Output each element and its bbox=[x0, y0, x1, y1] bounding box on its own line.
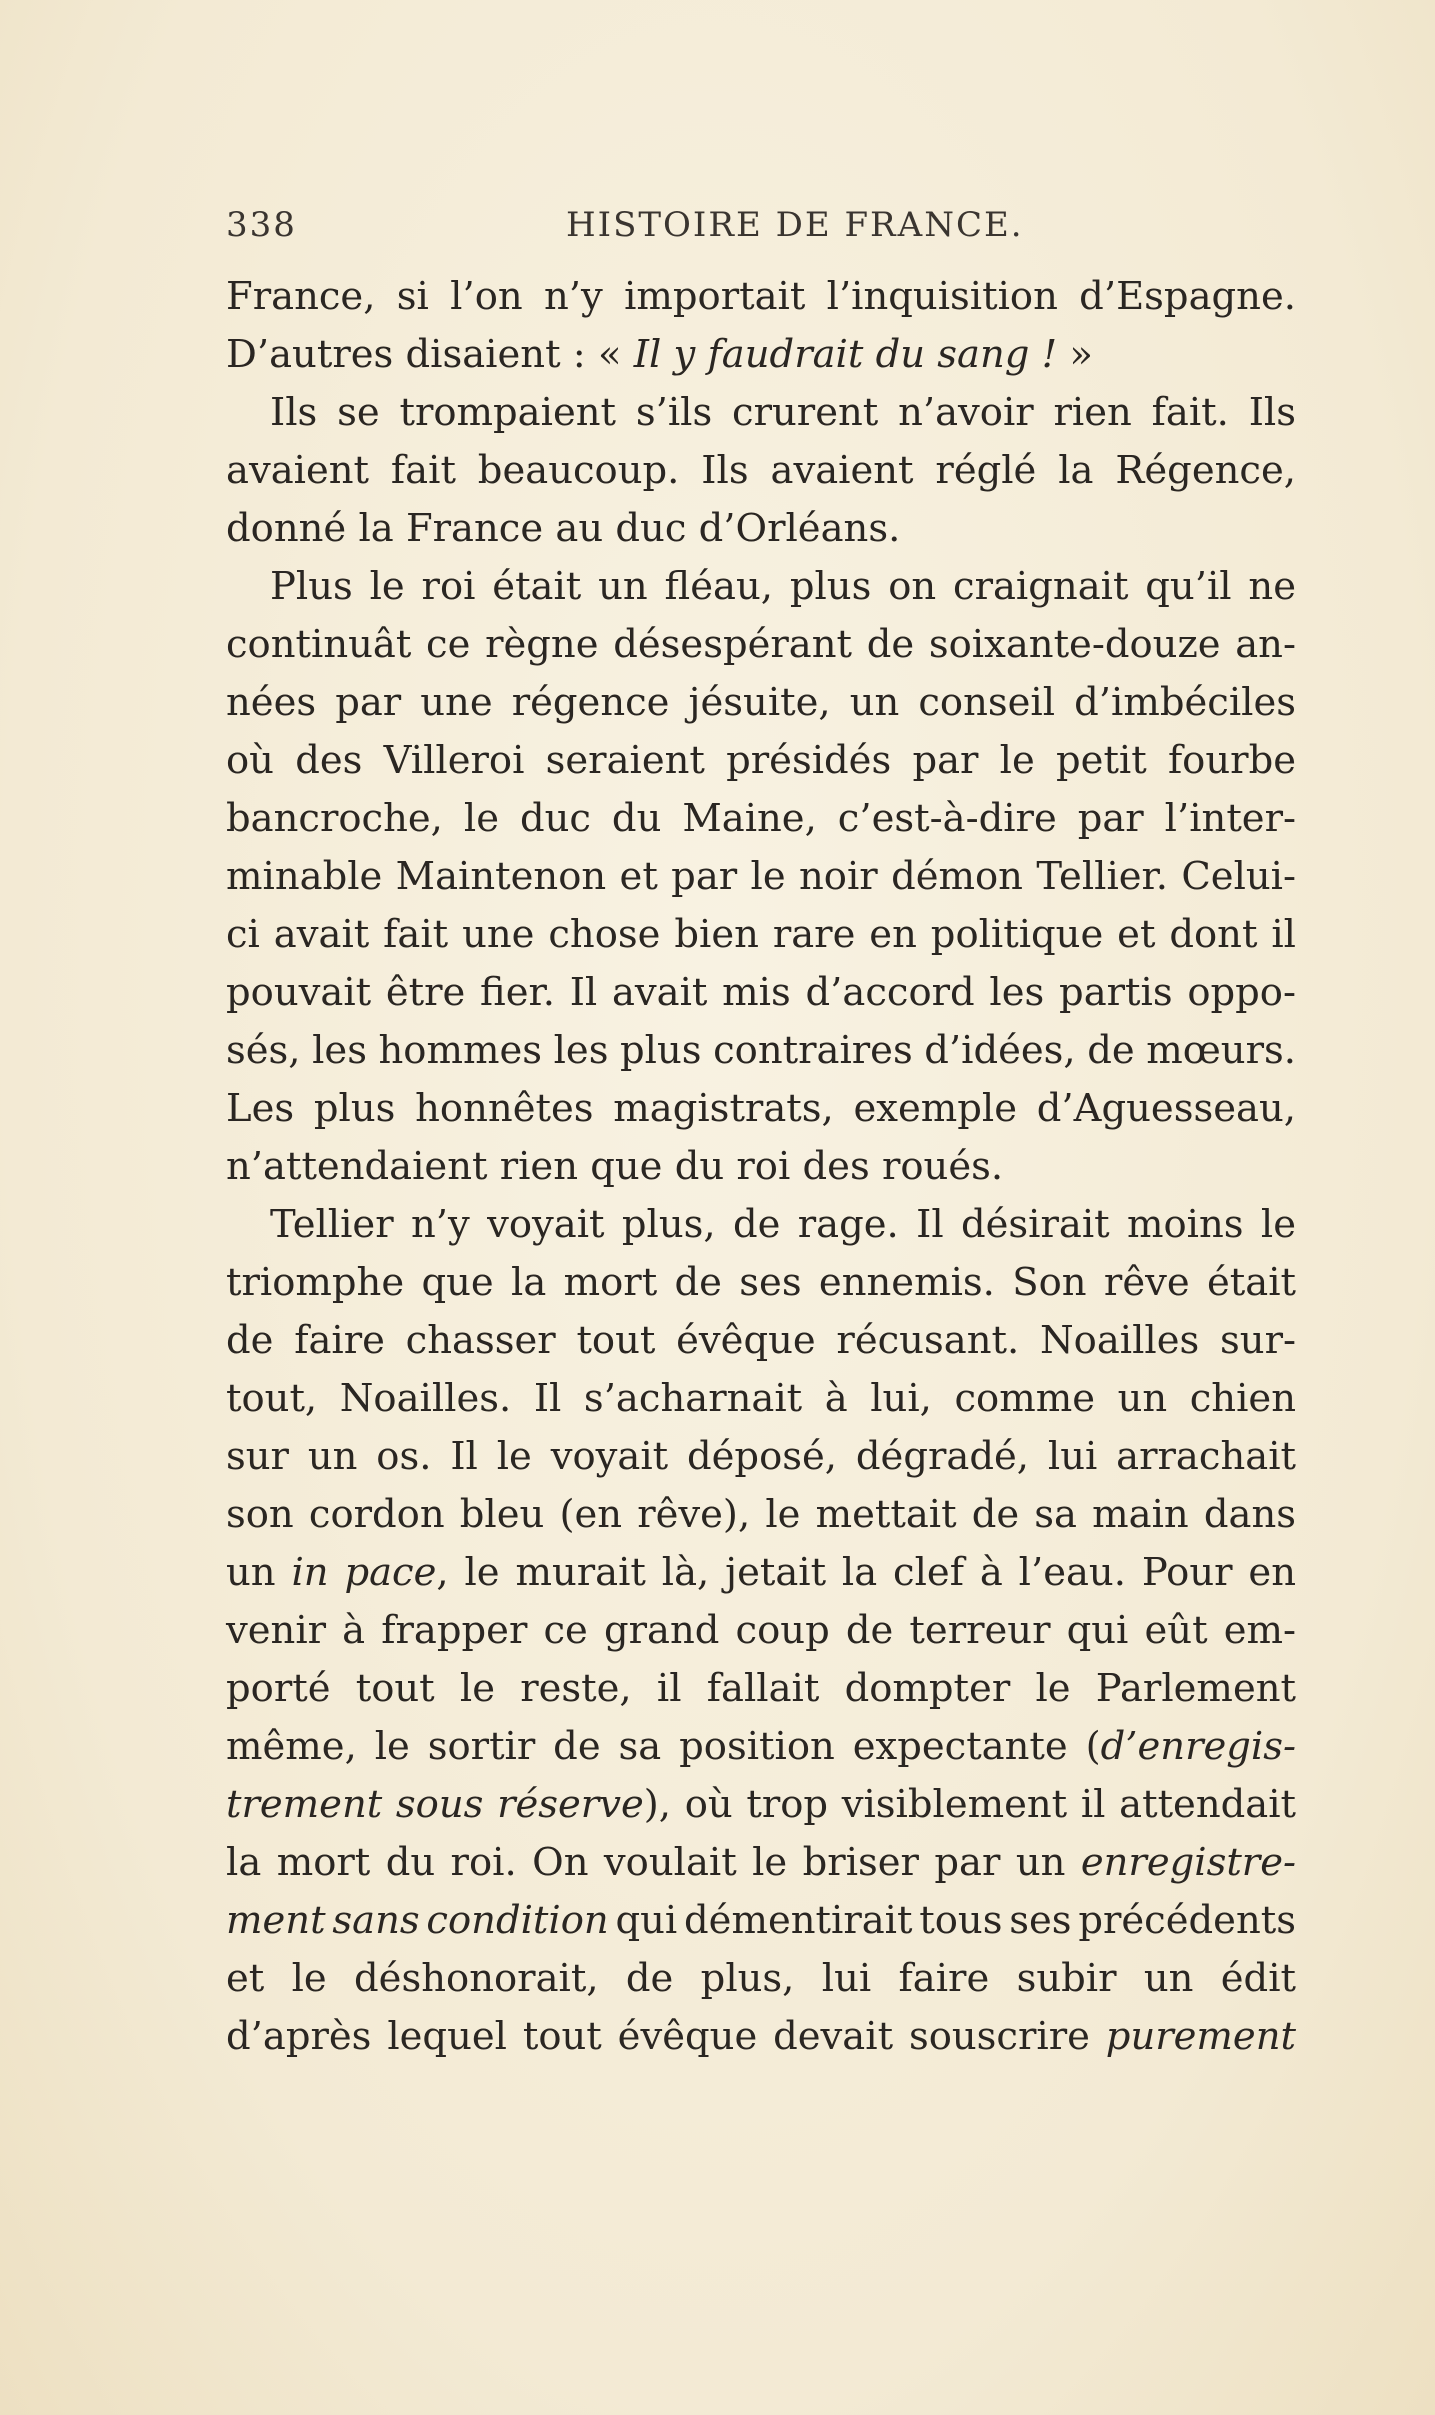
italic-phrase: in pace bbox=[291, 1550, 437, 1595]
italic-phrase: purement bbox=[1105, 2014, 1296, 2059]
text-run: bancroche, le duc du Maine, c’est-à-dire par l’inter- bbox=[226, 796, 1296, 841]
running-title: HISTOIRE DE FRANCE. bbox=[566, 205, 1024, 245]
text-line bbox=[226, 2008, 1296, 2066]
text-line bbox=[226, 906, 1296, 964]
text-run: tout, Noailles. Il s’acharnait à lui, comme un chien bbox=[226, 1376, 1296, 1421]
text-run: France, si l’on n’y importait l’inquisition d’Espagne. bbox=[226, 274, 1296, 319]
text-run: triomphe que la mort de ses ennemis. Son rêve était bbox=[226, 1260, 1296, 1305]
text-line bbox=[226, 1892, 1296, 1950]
text-line bbox=[226, 674, 1296, 732]
text-line bbox=[226, 1022, 1296, 1080]
text-run: qui démentirait tous ses précédents bbox=[608, 1898, 1296, 1943]
text-line bbox=[226, 1080, 1296, 1138]
text-run: un bbox=[226, 1550, 292, 1595]
text-run: porté tout le reste, il fallait dompter le Parlement bbox=[226, 1666, 1296, 1711]
italic-phrase: Il y faudrait du sang ! bbox=[633, 332, 1058, 377]
text-run: » bbox=[1057, 332, 1093, 377]
text-run: minable Maintenon et par le noir démon Tellier. Celui- bbox=[226, 854, 1296, 899]
text-run: continuât ce règne désespérant de soixante-douze an- bbox=[226, 622, 1296, 667]
text-run: Ils se trompaient s’ils crurent n’avoir rien fait. Ils bbox=[270, 390, 1296, 435]
text-run: sés, les hommes les plus contraires d’idées, de mœurs. bbox=[226, 1028, 1296, 1073]
text-run: nées par une régence jésuite, un conseil d’imbéciles bbox=[226, 680, 1296, 725]
text-run: n’attendaient rien que du roi des roués. bbox=[226, 1144, 1004, 1189]
body-text bbox=[226, 268, 1296, 2066]
page-number: 338 bbox=[226, 205, 297, 245]
text-line bbox=[226, 1834, 1296, 1892]
text-run: de faire chasser tout évêque récusant. Noailles sur- bbox=[226, 1318, 1296, 1363]
text-line bbox=[226, 1776, 1296, 1834]
text-line bbox=[226, 326, 1296, 384]
text-run: donné la France au duc d’Orléans. bbox=[226, 506, 901, 551]
text-line bbox=[226, 1718, 1296, 1776]
text-line bbox=[226, 1428, 1296, 1486]
italic-phrase: ment sans condition bbox=[226, 1898, 609, 1943]
text-line bbox=[226, 616, 1296, 674]
text-line bbox=[226, 1950, 1296, 2008]
text-line bbox=[226, 442, 1296, 500]
text-line bbox=[226, 1370, 1296, 1428]
text-line bbox=[226, 268, 1296, 326]
italic-phrase: enregistre- bbox=[1080, 1840, 1296, 1885]
text-run: et le déshonorait, de plus, lui faire subir un édit bbox=[226, 1956, 1296, 2001]
text-run: la mort du roi. On voulait le briser par un bbox=[226, 1840, 1081, 1885]
text-line bbox=[226, 558, 1296, 616]
text-run: , le murait là, jetait la clef à l’eau. Pour en bbox=[436, 1550, 1296, 1595]
text-line bbox=[226, 500, 1296, 558]
text-run: où des Villeroi seraient présidés par le petit fourbe bbox=[226, 738, 1296, 783]
text-line bbox=[226, 1138, 1296, 1196]
text-run: ci avait fait une chose bien rare en politique et dont il bbox=[226, 912, 1296, 957]
text-run: ), où trop visiblement il attendait bbox=[643, 1782, 1297, 1827]
text-run: avaient fait beaucoup. Ils avaient réglé la Régence, bbox=[226, 448, 1296, 493]
text-line bbox=[226, 1660, 1296, 1718]
text-line bbox=[226, 790, 1296, 848]
text-run: sur un os. Il le voyait déposé, dégradé, lui arrachait bbox=[226, 1434, 1296, 1479]
running-header bbox=[226, 205, 1306, 255]
text-run: Les plus honnêtes magistrats, exemple d’Aguesseau, bbox=[226, 1086, 1296, 1131]
text-run: D’autres disaient : « bbox=[226, 332, 634, 377]
text-run: même, le sortir de sa position expectante ( bbox=[226, 1724, 1101, 1769]
text-run: d’après lequel tout évêque devait souscrire bbox=[226, 2014, 1106, 2059]
text-line bbox=[226, 964, 1296, 1022]
italic-phrase: d’enregis- bbox=[1100, 1724, 1296, 1769]
text-run: Plus le roi était un fléau, plus on craignait qu’il ne bbox=[270, 564, 1296, 609]
italic-phrase: trement sous réserve bbox=[226, 1782, 644, 1827]
text-line bbox=[226, 1254, 1296, 1312]
text-line bbox=[226, 848, 1296, 906]
text-run: Tellier n’y voyait plus, de rage. Il désirait moins le bbox=[270, 1202, 1296, 1247]
text-line bbox=[226, 1544, 1296, 1602]
text-line bbox=[226, 1312, 1296, 1370]
text-line bbox=[226, 1196, 1296, 1254]
text-run: pouvait être fier. Il avait mis d’accord les partis oppo- bbox=[226, 970, 1296, 1015]
text-run: venir à frapper ce grand coup de terreur qui eût em- bbox=[226, 1608, 1296, 1653]
text-line bbox=[226, 1602, 1296, 1660]
text-run: son cordon bleu (en rêve), le mettait de sa main dans bbox=[226, 1492, 1296, 1537]
text-line bbox=[226, 732, 1296, 790]
text-line bbox=[226, 384, 1296, 442]
text-line bbox=[226, 1486, 1296, 1544]
